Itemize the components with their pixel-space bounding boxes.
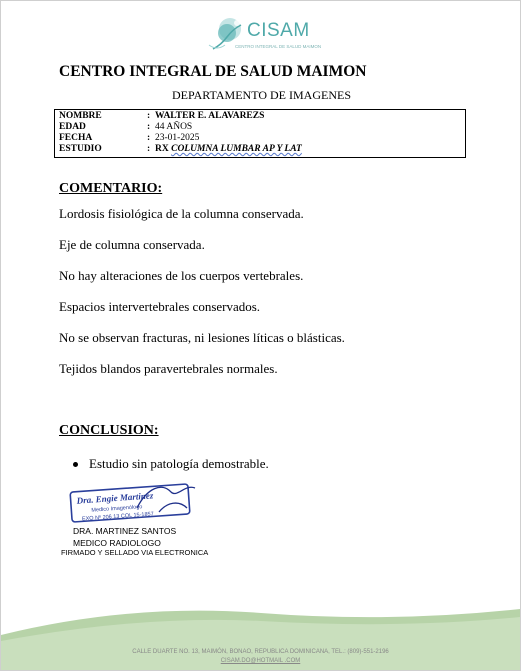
footer-email[interactable]: CISAM.DO@HOTMAIL .COM [220,658,301,664]
patient-name-row [59,111,264,122]
comment-line: Espacios intervertebrales conservados. [59,299,261,314]
patient-info-box [54,109,466,158]
date-label: FECHA [59,133,93,143]
study-value: COLUMNA LUMBAR AP Y LAT [171,144,302,154]
doctor-stamp [67,478,207,528]
logo-brand-text: CISAM [247,20,310,41]
doctor-role: MEDICO RADIOLOGO [73,538,161,548]
patient-study-row [59,144,302,155]
logo-tagline: CENTRO INTEGRAL DE SALUD MAIMON [235,44,322,49]
footer-address: CALLE DUARTE NO. 13, MAIMÓN, BONAO, REPUBLICA DOMINICANA, TEL.: (809)-551-2196 [132,649,389,655]
stamp-name: Dra. Engie Martinez [76,490,154,506]
cisam-logo [207,15,322,57]
doctor-name: DRA. MARTINEZ SANTOS [73,526,177,536]
stamp-id: EXQ Nº 206 13 COL 15-1857 [81,511,154,523]
study-prefix: RX [155,144,169,154]
department-title: DEPARTAMENTO DE IMAGENES [172,88,351,102]
comment-line: Tejidos blandos paravertebrales normales. [59,361,278,376]
name-value: WALTER E. ALAVAREZS [155,111,265,121]
study-label: ESTUDIO [59,144,102,154]
clinic-title: CENTRO INTEGRAL DE SALUD MAIMON [59,63,367,80]
date-separator: : [147,133,151,143]
study-separator: : [147,144,151,154]
patient-date-row [59,133,199,144]
name-separator: : [147,111,151,121]
conclusion-item [73,456,269,472]
conclusion-text: Estudio sin patología demostrable. [89,456,269,471]
age-separator: : [147,122,151,132]
age-label: EDAD [59,122,86,132]
comment-line: Eje de columna conservada. [59,237,205,252]
age-value: 44 AÑOS [155,122,193,132]
patient-age-row [59,122,192,133]
comment-line: No se observan fracturas, ni lesiones líticas o blásticas. [59,330,345,345]
stamp-role: Medico Imagenólogo [91,504,143,514]
bullet-icon [73,462,78,467]
electronic-signature-note: FIRMADO Y SELLADO VIA ELECTRONICA [61,548,209,557]
comment-line: No hay alteraciones de los cuerpos vertebrales. [59,268,304,283]
conclusion-heading: CONCLUSION: [59,423,159,438]
comment-line: Lordosis fisiológica de la columna conservada. [59,206,304,221]
date-value: 23-01-2025 [155,133,200,143]
name-label: NOMBRE [59,111,102,121]
comment-heading: COMENTARIO: [59,181,163,196]
logo-mark-icon [207,15,247,57]
